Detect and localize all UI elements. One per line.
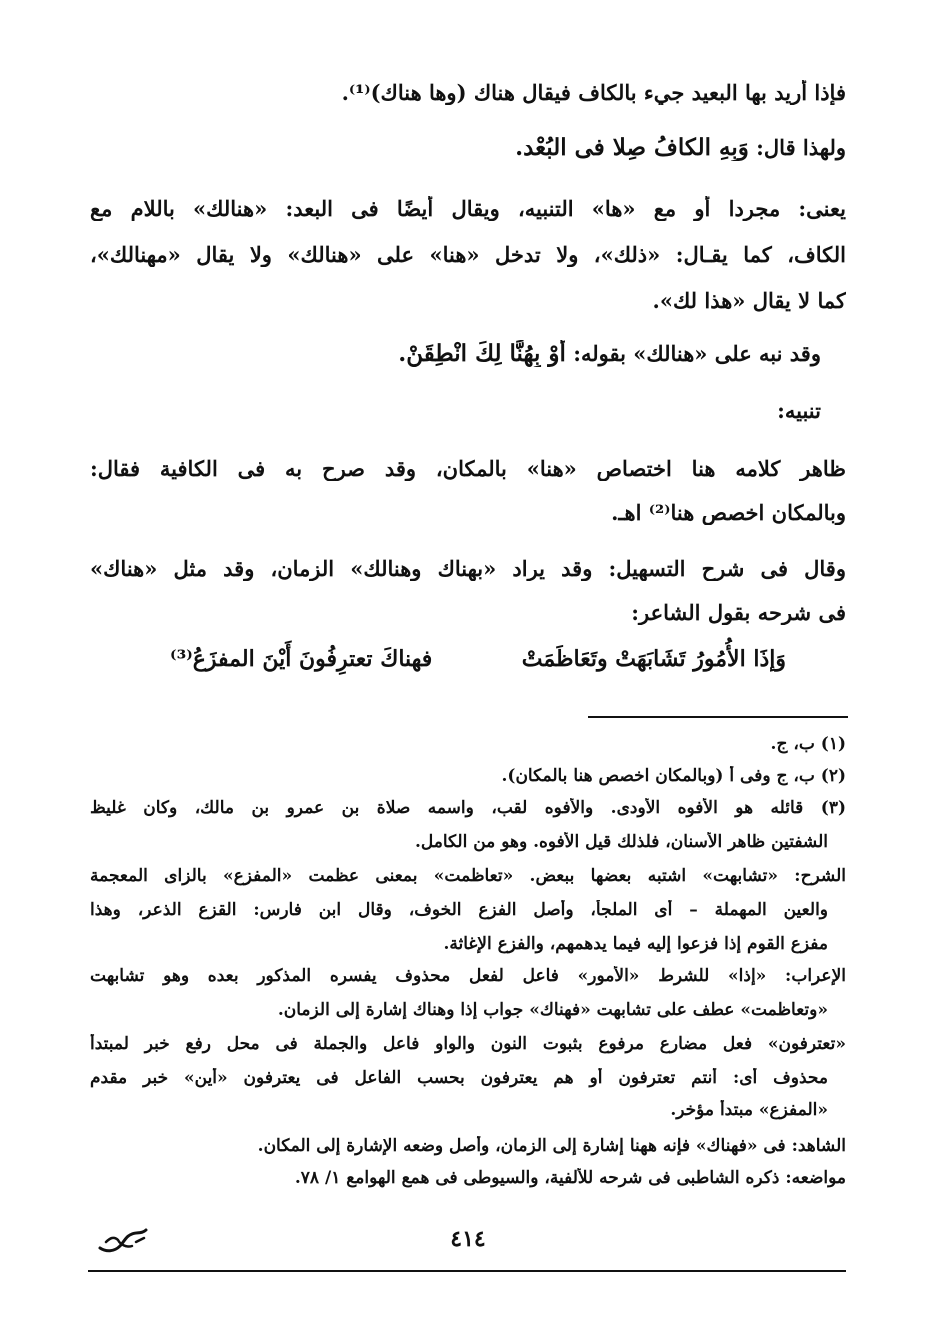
page-number: ٤١٤ <box>450 1226 486 1252</box>
verse-right-hemistich: وَإذَا الأُمُورُ تَشَابَهَتْ وتَعَاظَمَتْ <box>521 646 786 672</box>
footnote-2: (٢) ب، ج وفى أ (وبالمكان اخصص هنا بالمكان). <box>501 766 846 786</box>
footnote-irab-line-4: محذوف أى: أنتم تعترفون أو هم يعترفون بحسب الفاعل فى يعترفون «أين» خبر مقدم <box>90 1068 828 1088</box>
body-line-5: كما لا يقال «هذا لك». <box>652 288 846 313</box>
body-line-6 <box>90 340 821 367</box>
body-line-6-intro: وقد نبه على «هنالك» بقوله: <box>573 341 821 366</box>
body-line-4: الكاف، كما يقـال: «ذلك»، ولا تدخل «هنا» على «هنالك» ولا يقال «مهنالك»، <box>90 242 846 267</box>
footnote-irab-line-5: «المفزع» مبتدأ مؤخر. <box>670 1100 828 1120</box>
poetic-quote-1: وَبِهِ الكافُ صِلا فى البُعْد. <box>515 134 749 161</box>
page-bottom-rule <box>88 1270 846 1272</box>
body-line-3: يعنى: مجردا أو مع «ها» التنبيه، ويقال أيضًا فى البعد: «هنالك» باللام مع <box>90 196 846 221</box>
footnote-separator <box>588 716 848 718</box>
footnote-shahid: الشاهد: فى «فهناك» فإنه ههنا إشارة إلى الزمان، وأصل وضعه الإشارة إلى المكان. <box>257 1136 846 1156</box>
verse-left-hemistich: فهناكَ تعترِفُونَ أَيْنَ المفزَعُ⁽³⁾ <box>170 646 433 672</box>
body-line-7: ظاهر كلامه هنا اختصاص «هنا» بالمكان، وقد صرح به فى الكافية فقال: <box>90 456 846 481</box>
publisher-mark-icon <box>96 1222 150 1256</box>
body-line-2-intro: ولهذا قال: <box>756 135 846 160</box>
footnote-sharh-line-3: مفزع القوم إذا فزعوا إليه فيما يدهمهم، والفزع الإغاثة. <box>443 934 828 954</box>
footnote-irab-line-1: الإعراب: «إذا» للشرط «الأمور» فاعل لفعل محذوف يفسره المذكور بعده وهو تشابهت <box>90 966 846 986</box>
section-heading: تنبيه: <box>777 398 821 423</box>
footnote-irab-line-2: «وتعاظمت» عطف على تشابهت «فهناك» جواب إذا وهناك إشارة إلى الزمان. <box>277 1000 828 1020</box>
body-line-9: وقال فى شرح التسهيل: وقد يراد «بهناك وهنالك» الزمان، وقد مثل «هناك» <box>90 556 846 581</box>
footnote-irab-line-3: «تعترفون» فعل مضارع مرفوع بثبوت النون والواو فاعل والجملة فى محل رفع خبر لمبتدأ <box>90 1034 846 1054</box>
body-line-2 <box>90 134 846 161</box>
verse-line <box>170 646 786 680</box>
footnote-3-line-2: الشفتين ظاهر الأسنان، فلذلك قيل الأفوه. وهو من الكامل. <box>414 832 828 852</box>
footnote-sharh-line-2: والعين المهملة – أى الملجأ، وأصل الفزع الخوف، وقال ابن فارس: القزع الذعر، وهذا <box>90 900 828 920</box>
footnote-1: (١) ب، ج. <box>770 734 846 754</box>
footnote-mawadi: مواضعه: ذكره الشاطبى فى شرحه للألفية، والسيوطى فى همع الهوامع ١/ ٧٨. <box>294 1168 846 1188</box>
footnote-sharh-line-1: الشرح: «تشابهت» اشتبه بعضها ببعض. «تعاظمت» بمعنى عظمت «المفزع» بالزاى المعجمة <box>90 866 846 886</box>
poetic-quote-2: أوْ بِهُنَّا لِكَ انْطِقَنْ. <box>398 340 566 367</box>
body-line-10: فى شرحه بقول الشاعر: <box>631 600 846 625</box>
body-line-1: فإذا أريد بها البعيد جيء بالكاف فيقال هناك (وها هناك)⁽¹⁾. <box>341 80 846 105</box>
footnote-3-line-1: (٣) قائله هو الأفوه الأودى. والأفوه لقب، واسمه صلاة بن عمرو بن مالك، وكان غليظ <box>90 798 846 818</box>
body-line-8: وبالمكان اخصص هنا⁽²⁾ اهـ. <box>611 500 846 525</box>
